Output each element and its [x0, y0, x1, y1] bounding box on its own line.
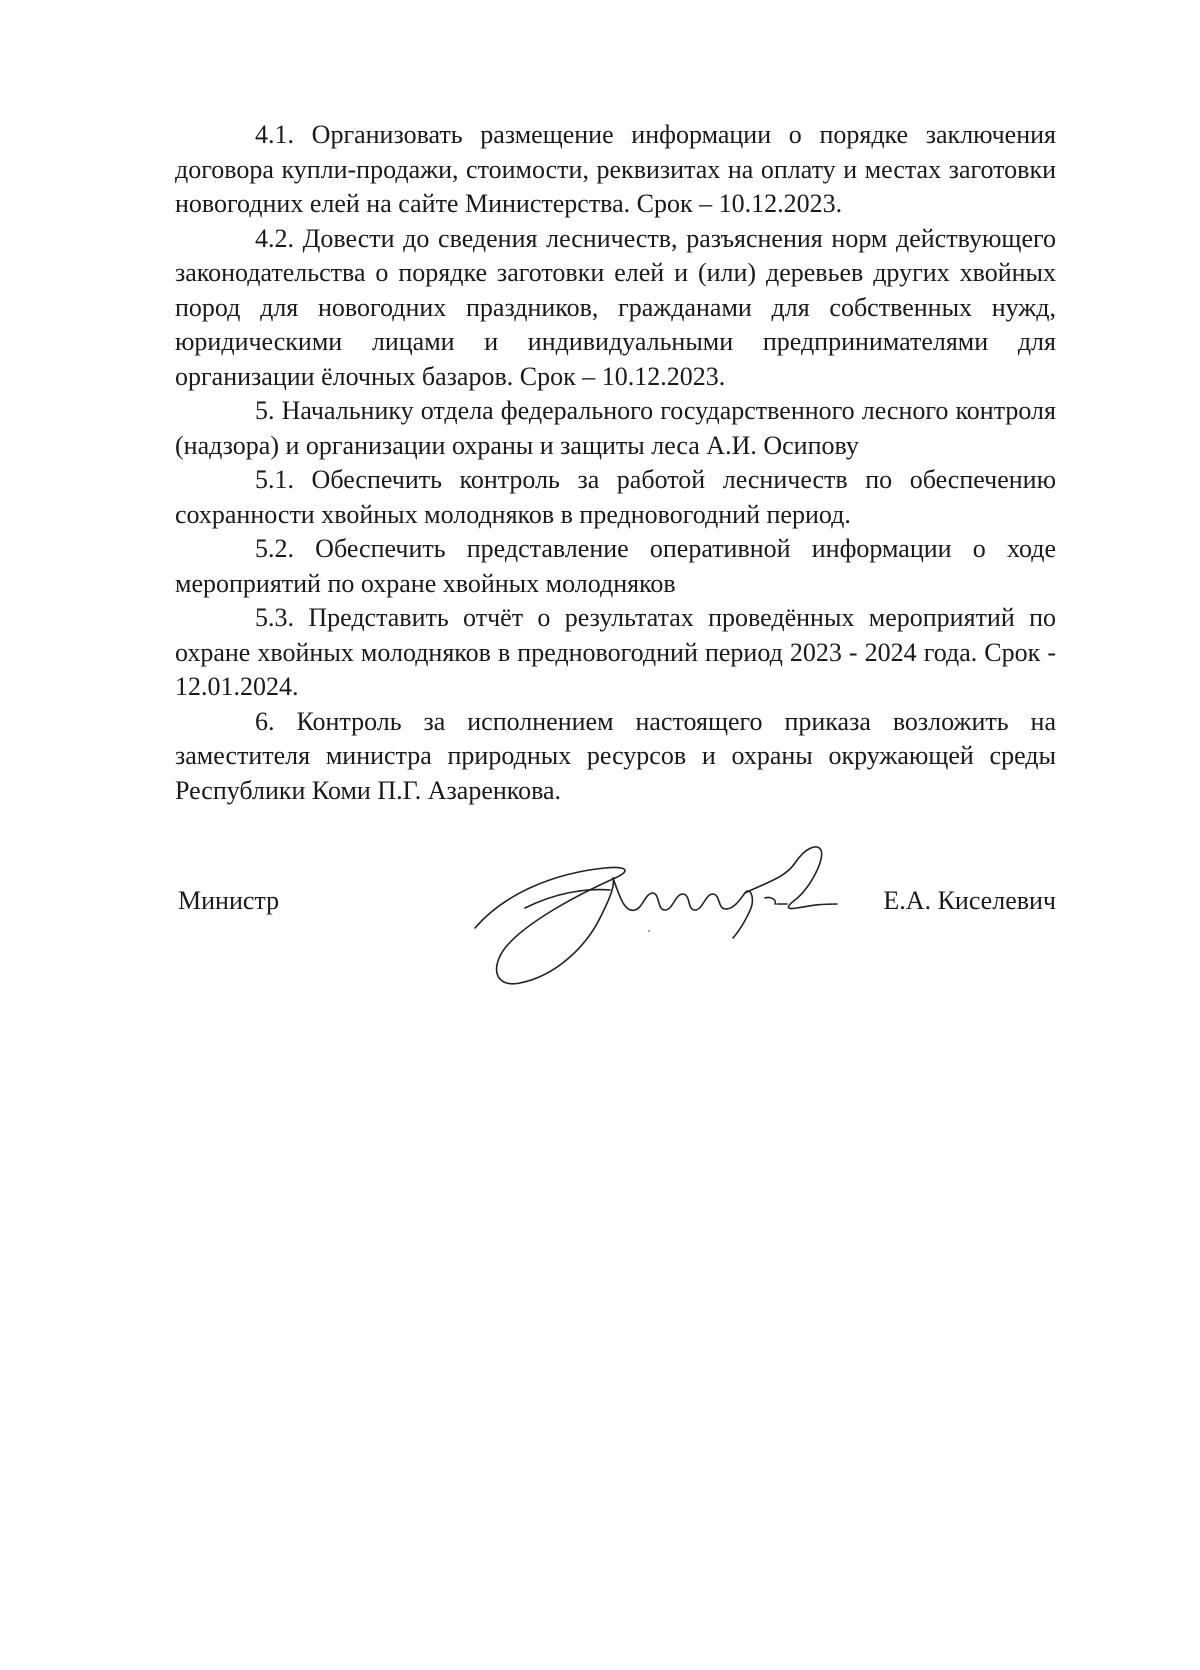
signatory-name: Е.А. Киселевич	[883, 886, 1056, 915]
paragraph-5-2: 5.2. Обеспечить представление оперативной информации о ходе мероприятий по охране хвойных молодняков	[175, 534, 1056, 598]
paragraph-4-1: 4.1. Организовать размещение информации о порядке заключения договора купли-продажи, стоимости, реквизитах на оплату и местах заготовки новогодних елей на сайте Министерства. Срок – 10.12.2023.	[175, 120, 1056, 218]
paragraph-5: 5. Начальнику отдела федерального государственного лесного контроля (надзора) и организации охраны и защиты леса А.И. Осипову	[175, 396, 1056, 460]
paragraph-6: 6. Контроль за исполнением настоящего приказа возложить на заместителя министра природных ресурсов и охраны окружающей среды Республики Коми П.Г. Азаренкова.	[175, 706, 1056, 805]
document-body	[175, 118, 1056, 808]
paragraph-5-3: 5.3. Представить отчёт о результатах проведённых мероприятий по охране хвойных молодняков в предновогодний период 2023 - 2024 года. Срок - 12.01.2024.	[175, 603, 1056, 701]
paragraph-5-1: 5.1. Обеспечить контроль за работой лесничеств по обеспечению сохранности хвойных молодняков в предновогодний период.	[175, 465, 1056, 529]
handwritten-signature	[465, 838, 885, 998]
signature-block	[175, 838, 1056, 998]
signatory-title: Министр	[178, 886, 280, 915]
paragraph-4-2: 4.2. Довести до сведения лесничеств, разъяснения норм действующего законодательства о порядке заготовки елей и (или) деревьев других хвойных пород для новогодних праздников, гражданами для собственных нужд, юридическими лицами и индивидуальными предпринимателями для организации ёлочных базаров. Срок – 10.12.2023.	[175, 223, 1056, 391]
scan-speck	[648, 930, 650, 932]
